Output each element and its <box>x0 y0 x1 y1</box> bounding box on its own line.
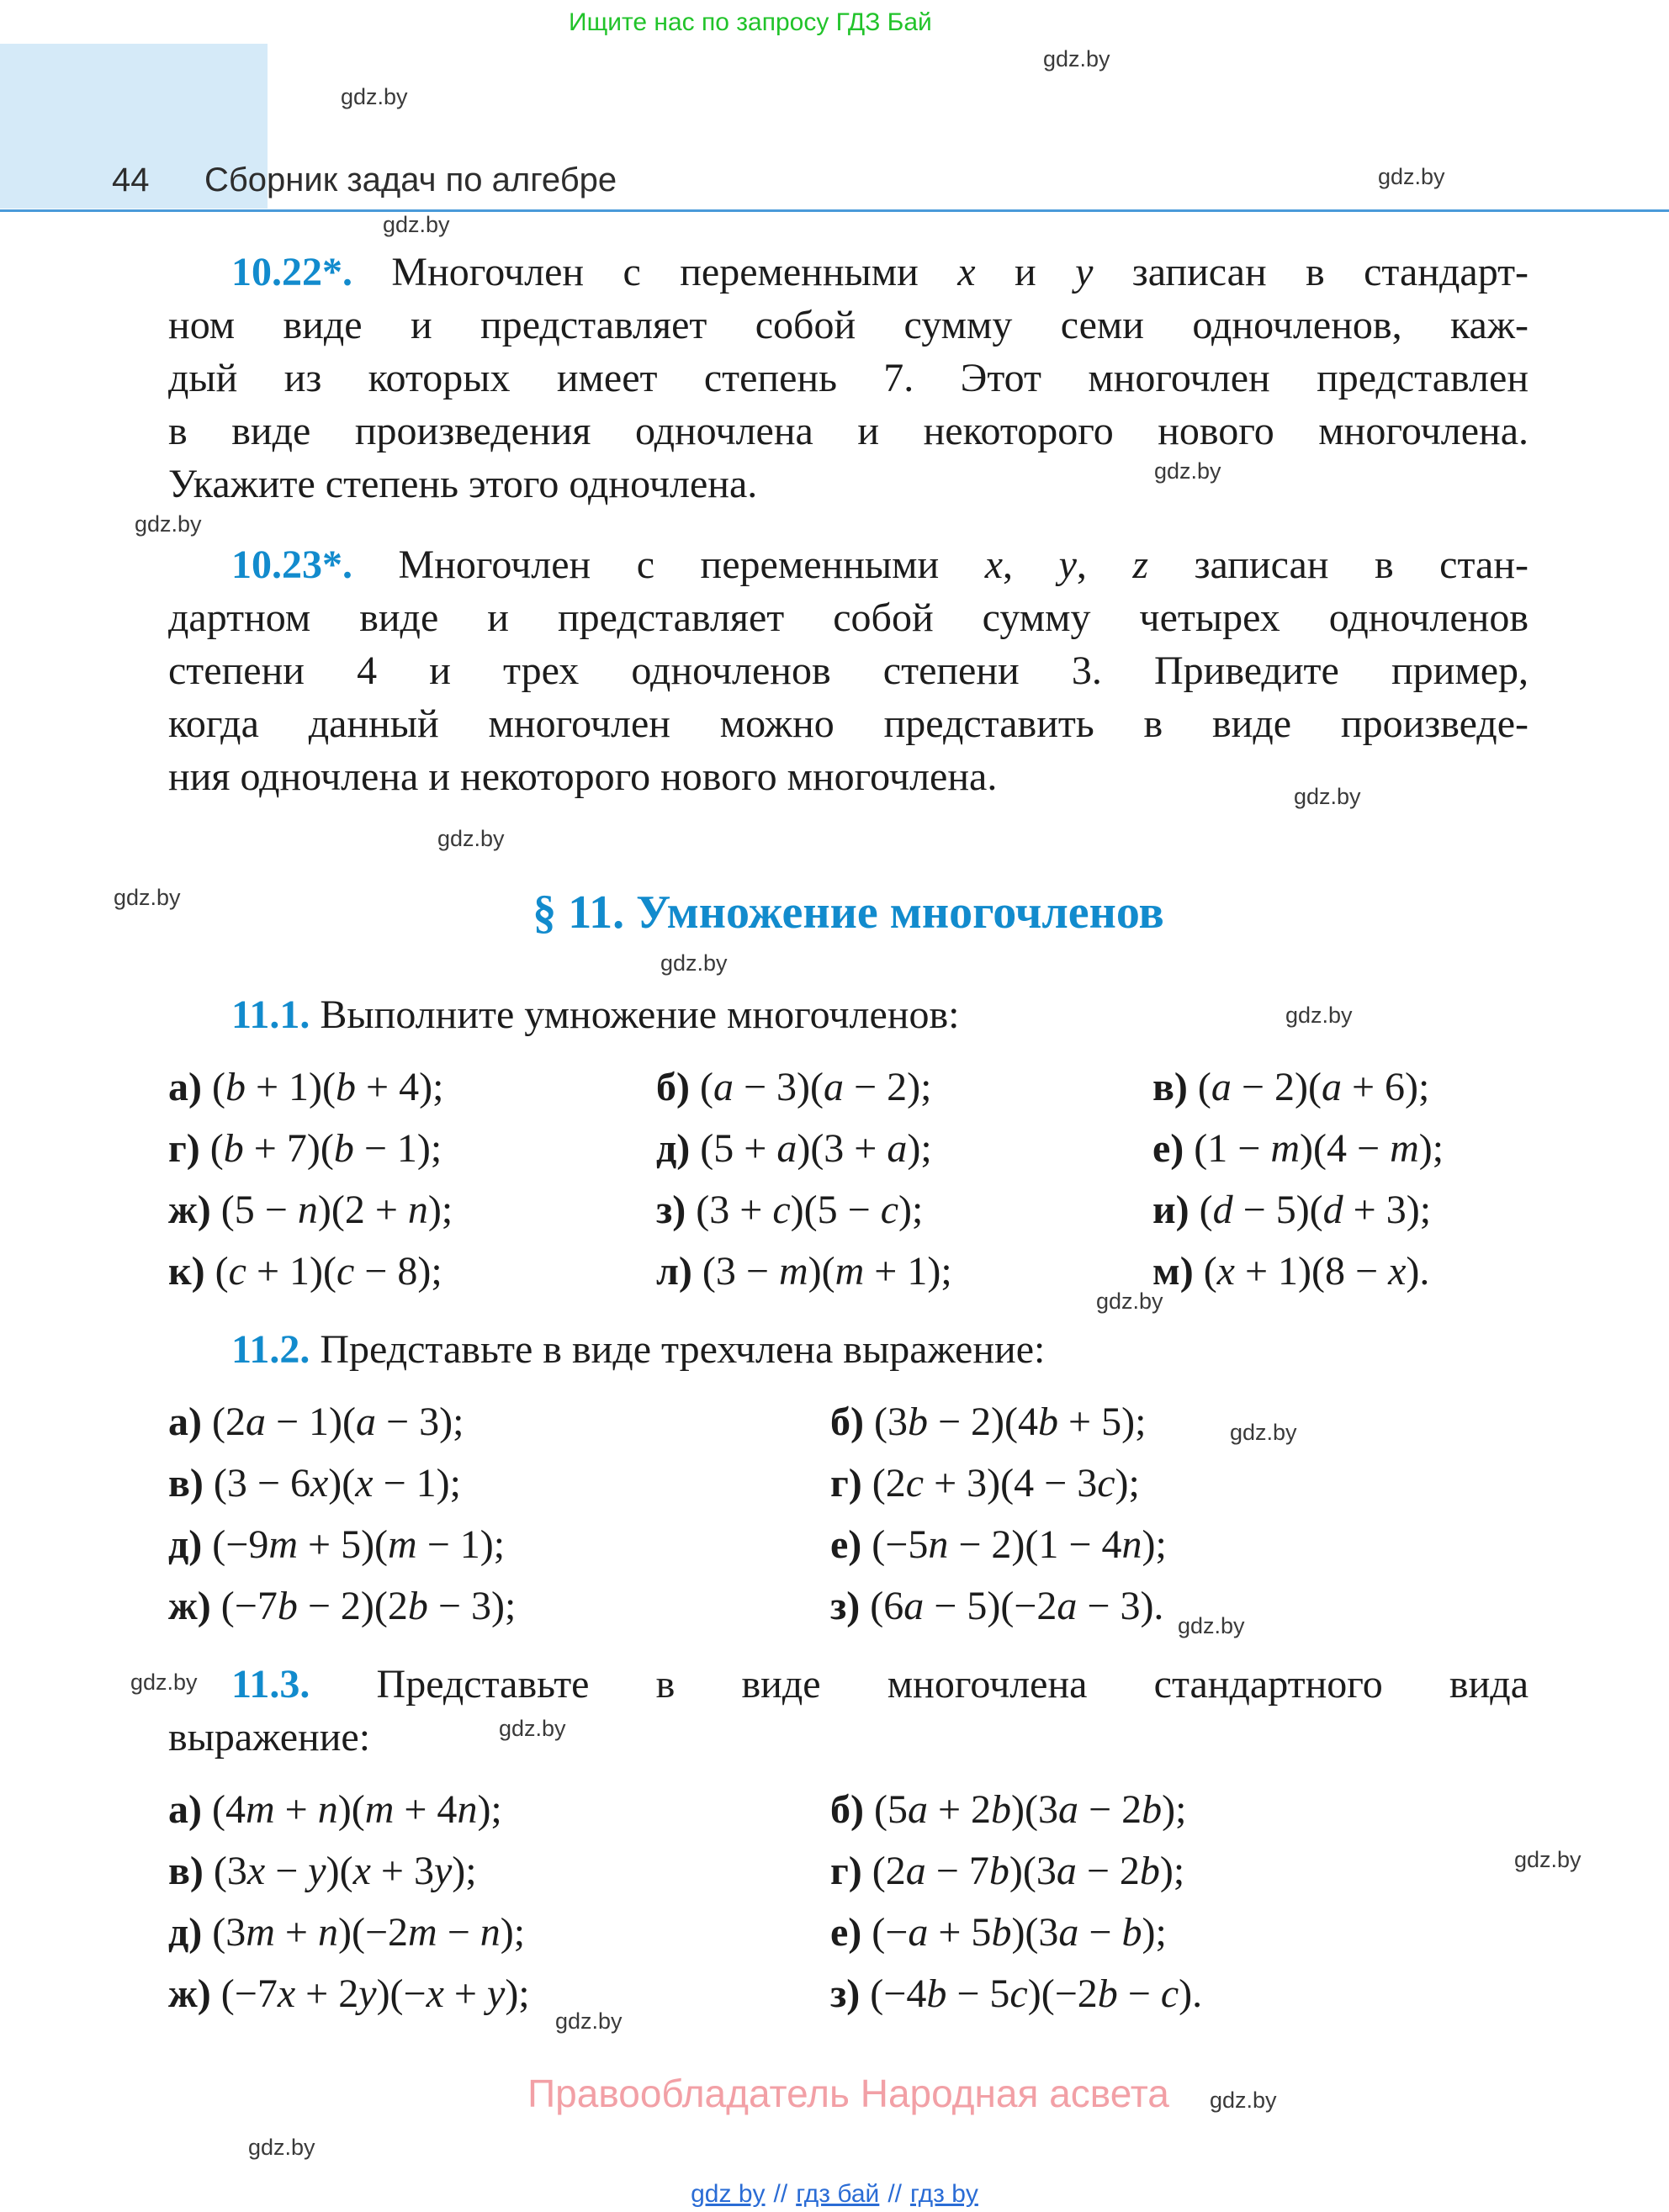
problem-text-line: степени 4 и трех одночленов степени 3. Приведите пример, <box>168 648 1529 693</box>
item-label: г) <box>168 1126 200 1171</box>
problem-text-line: когда данный многочлен можно представить в виде произведе- <box>168 701 1529 746</box>
item-label: и) <box>1152 1188 1189 1232</box>
watermark-gdz: gdz.by <box>555 2008 623 2034</box>
item-expression: (3b − 2)(4b + 5); <box>873 1400 1147 1444</box>
watermark-gdz: gdz.by <box>1230 1420 1297 1445</box>
copyright-note: Правообладатель Народная асвета <box>527 2072 1169 2115</box>
item-expression: (3m + n)(−2m − n); <box>212 1910 526 1955</box>
watermark-gdz: gdz.by <box>1154 458 1221 484</box>
problem-text-line: ном виде и представляет собой сумму семи одночленов, каж- <box>168 303 1529 347</box>
exercise-intro <box>168 988 1529 1041</box>
exercise-item <box>1152 1118 1529 1179</box>
watermark-gdz: gdz.by <box>1514 1847 1582 1872</box>
item-expression: (b + 7)(b − 1); <box>209 1126 442 1171</box>
exercise-item <box>1152 1056 1529 1118</box>
problem-text-line: в виде произведения одночлена и некоторого нового многочлена. <box>168 409 1529 453</box>
book-title: Сборник задач по алгебре <box>204 161 617 198</box>
exercise-intro <box>168 1323 1529 1376</box>
watermark-gdz: gdz.by <box>1378 164 1445 189</box>
promo-text: Ищите нас по запросу ГДЗ Бай <box>569 8 932 36</box>
exercise-item <box>168 1179 656 1241</box>
exercise-item <box>656 1056 1152 1118</box>
item-label: л) <box>656 1249 692 1294</box>
problem-text-line: дый из которых имеет степень 7. Этот многочлен представлен <box>168 356 1529 400</box>
item-expression: (3 − 6x)(x − 1); <box>213 1461 461 1506</box>
exercise-item <box>1152 1179 1529 1241</box>
item-label: з) <box>830 1971 861 2016</box>
item-label: в) <box>1152 1065 1188 1109</box>
watermark-gdz: gdz.by <box>1210 2088 1277 2113</box>
item-expression: (2c + 3)(4 − 3c); <box>872 1461 1140 1506</box>
watermark-gdz: gdz.by <box>1043 46 1110 71</box>
item-expression: (−4b − 5c)(−2b − c). <box>870 1971 1203 2016</box>
watermark-gdz: gdz.by <box>499 1716 566 1741</box>
watermark-gdz: gdz.by <box>114 885 181 910</box>
item-expression: (−a + 5b)(3a − b); <box>872 1910 1167 1955</box>
item-expression: (4m + n)(m + 4n); <box>211 1787 502 1832</box>
problem-text-line: Укажите степень этого одночлена. <box>168 462 758 506</box>
exercise-11-1 <box>168 988 1529 1302</box>
item-expression: (−9m + 5)(m − 1); <box>212 1522 506 1567</box>
item-expression: (2a − 7b)(3a − 2b); <box>872 1849 1185 1893</box>
link-gdz-by-2[interactable]: гдз by <box>910 2180 978 2208</box>
item-expression: (3 − m)(m + 1); <box>702 1249 952 1294</box>
item-label: ж) <box>168 1188 211 1232</box>
exercise-items-grid <box>168 1391 1529 1637</box>
item-expression: (−5n − 2)(1 − 4n); <box>872 1522 1167 1567</box>
exercise-item <box>830 1514 1529 1575</box>
exercise-item <box>656 1179 1152 1241</box>
problem-number: 10.22*. <box>231 250 352 294</box>
header-rule <box>0 209 1669 212</box>
item-label: е) <box>830 1910 862 1955</box>
item-expression: (a − 3)(a − 2); <box>699 1065 932 1109</box>
link-gdz-by[interactable]: gdz by <box>691 2180 766 2208</box>
exercise-intro-text: Выполните умножение многочленов: <box>320 992 960 1037</box>
problem-number: 10.23*. <box>231 542 352 587</box>
problem-text-line: ния одночлена и некоторого нового многочлена. <box>168 754 998 799</box>
item-expression: (5 + a)(3 + a); <box>700 1126 932 1171</box>
problem-text-line: Многочлен с переменными x, y, z записан в стан- <box>398 542 1529 587</box>
exercise-11-2 <box>168 1323 1529 1637</box>
exercise-item <box>830 1391 1529 1453</box>
exercise-number: 11.3. <box>231 1662 310 1707</box>
item-label: г) <box>830 1461 862 1506</box>
exercise-item <box>168 1514 830 1575</box>
item-label: а) <box>168 1787 202 1832</box>
item-expression: (3x − y)(x + 3y); <box>213 1849 477 1893</box>
exercise-intro <box>168 1658 1529 1711</box>
item-label: е) <box>830 1522 862 1567</box>
item-label: д) <box>656 1126 691 1171</box>
watermark-gdz: gdz.by <box>248 2135 315 2160</box>
watermark-gdz: gdz.by <box>130 1670 198 1695</box>
item-label: б) <box>830 1787 864 1832</box>
item-label: г) <box>830 1849 862 1893</box>
exercise-number: 11.1. <box>231 992 310 1037</box>
item-label: з) <box>830 1584 861 1628</box>
exercise-item <box>168 1779 830 1840</box>
exercise-intro-line2: выражение: <box>168 1715 371 1760</box>
item-label: ж) <box>168 1584 211 1628</box>
item-label: м) <box>1152 1249 1194 1294</box>
exercise-intro-text: Представьте в виде многочлена стандартного вида <box>376 1662 1529 1707</box>
exercise-item <box>656 1118 1152 1179</box>
watermark-gdz: gdz.by <box>1285 1003 1353 1028</box>
watermark-gdz: gdz.by <box>660 950 728 976</box>
item-expression: (3 + c)(5 − c); <box>696 1188 924 1232</box>
exercise-intro-text: Представьте в виде трехчлена выражение: <box>320 1327 1046 1372</box>
exercise-item <box>168 1963 830 2024</box>
exercise-item <box>830 1575 1529 1637</box>
problem-text-line: Многочлен с переменными x и y записан в стандарт- <box>391 250 1529 294</box>
link-gdz-bai[interactable]: гдз бай <box>796 2180 880 2208</box>
exercise-item <box>656 1241 1152 1302</box>
watermark-gdz: gdz.by <box>383 212 450 237</box>
exercise-item <box>1152 1241 1529 1302</box>
item-label: д) <box>168 1522 203 1567</box>
exercise-11-3 <box>168 1658 1529 2024</box>
item-label: е) <box>1152 1126 1184 1171</box>
section-heading: § 11. Умножение многочленов <box>532 886 1164 939</box>
exercise-item <box>830 1453 1529 1514</box>
item-expression: (2a − 1)(a − 3); <box>211 1400 464 1444</box>
exercise-item <box>168 1902 830 1963</box>
item-expression: (5a + 2b)(3a − 2b); <box>873 1787 1187 1832</box>
item-label: в) <box>168 1849 204 1893</box>
exercise-item <box>168 1453 830 1514</box>
exercise-item <box>168 1391 830 1453</box>
exercise-items-grid <box>168 1779 1529 2024</box>
item-label: б) <box>830 1400 864 1444</box>
item-expression: (x + 1)(8 − x). <box>1203 1249 1430 1294</box>
watermark-gdz: gdz.by <box>1178 1613 1245 1638</box>
watermark-gdz: gdz.by <box>1294 784 1361 809</box>
item-label: в) <box>168 1461 204 1506</box>
item-label: б) <box>656 1065 690 1109</box>
item-expression: (a − 2)(a + 6); <box>1197 1065 1430 1109</box>
item-label: а) <box>168 1065 202 1109</box>
item-label: з) <box>656 1188 686 1232</box>
problem-text-line: дартном виде и представляет собой сумму четырех одночленов <box>168 595 1529 640</box>
footer-links <box>0 2180 1669 2209</box>
exercise-item <box>830 1963 1529 2024</box>
exercise-item <box>168 1241 656 1302</box>
problem-10-22 <box>168 246 1529 511</box>
item-label: ж) <box>168 1971 211 2016</box>
item-label: к) <box>168 1249 205 1294</box>
watermark-gdz: gdz.by <box>135 511 202 537</box>
item-label: а) <box>168 1400 202 1444</box>
problem-10-23 <box>168 538 1529 803</box>
exercise-item <box>168 1118 656 1179</box>
exercise-item <box>168 1840 830 1902</box>
exercise-item <box>168 1056 656 1118</box>
item-expression: (6a − 5)(−2a − 3). <box>870 1584 1164 1628</box>
item-label: д) <box>168 1910 203 1955</box>
problem-line <box>168 246 1529 299</box>
item-expression: (−7x + 2y)(−x + y); <box>220 1971 530 2016</box>
problem-line <box>168 538 1529 591</box>
watermark-gdz: gdz.by <box>341 84 408 109</box>
watermark-gdz: gdz.by <box>437 826 505 851</box>
link-separator: // <box>887 2180 902 2208</box>
item-expression: (c + 1)(c − 8); <box>215 1249 442 1294</box>
exercise-items-grid <box>168 1056 1529 1302</box>
exercise-number: 11.2. <box>231 1327 310 1372</box>
exercise-item <box>830 1840 1529 1902</box>
item-expression: (−7b − 2)(2b − 3); <box>220 1584 517 1628</box>
item-expression: (b + 1)(b + 4); <box>211 1065 444 1109</box>
item-expression: (5 − n)(2 + n); <box>220 1188 453 1232</box>
exercise-item <box>830 1902 1529 1963</box>
exercise-item <box>168 1575 830 1637</box>
page-content <box>168 246 1529 2024</box>
item-expression: (1 − m)(4 − m); <box>1194 1126 1444 1171</box>
exercise-item <box>830 1779 1529 1840</box>
page-number: 44 <box>112 161 150 198</box>
watermark-gdz: gdz.by <box>1096 1289 1163 1314</box>
link-separator: // <box>773 2180 788 2208</box>
item-expression: (d − 5)(d + 3); <box>1199 1188 1432 1232</box>
